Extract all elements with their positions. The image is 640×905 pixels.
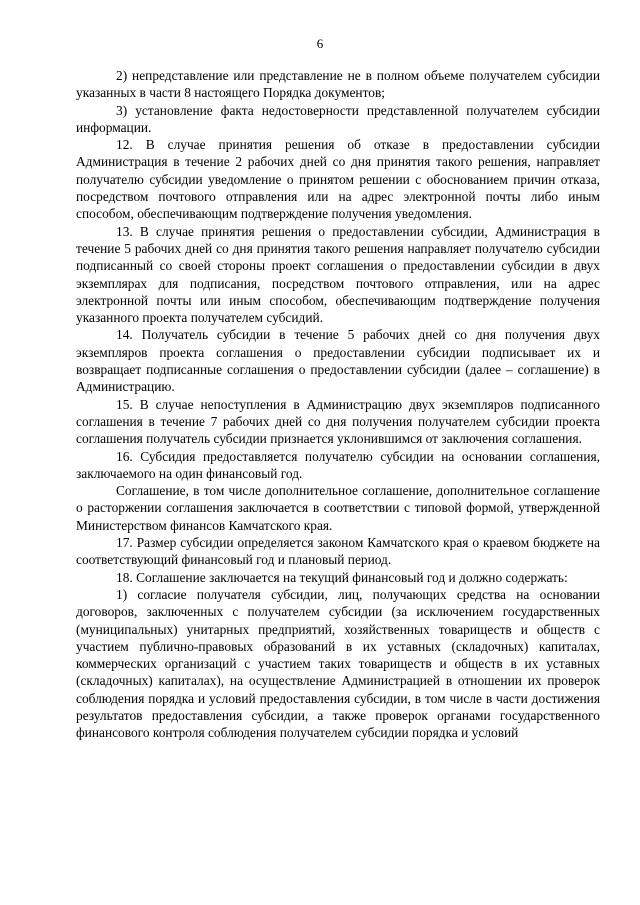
paragraph-16-agreement: Соглашение, в том числе дополнительное соглашение, дополнительное соглашение о расторжении соглашения заключается в соответствии с типовой формой, утвержденной Министерством финансов Камчатского края.: [76, 483, 600, 533]
paragraph-14: 14. Получатель субсидии в течение 5 рабочих дней со дня получения двух экземпляров проекта соглашения о предоставлении субсидии подписывает их и возвращает подписанные соглашения о предоставлении субсидии (далее – соглашение) в Администрацию.: [76, 327, 600, 395]
paragraph-12: 12. В случае принятия решения об отказе в предоставлении субсидии Администрация в течение 2 рабочих дней со дня принятия такого решения, направляет получателю субсидии уведомление о принятом решении с обоснованием причин отказа, посредством почтового отправления или на адрес электронной почты либо иным способом, обеспечивающим подтверждение получения уведомления.: [76, 137, 600, 222]
paragraph-18-item-1: 1) согласие получателя субсидии, лиц, получающих средства на основании договоров, заключенных с получателем субсидии (за исключением государственных (муниципальных) унитарных предприятий, хозяйственных товариществ и обществ с участием публично-правовых образований в их уставных (складочных) капиталах, коммерческих организаций с участием таких товариществ и обществ в их уставных (складочных) капиталах), на осуществление Администрацией в отношении их проверок соблюдения порядка и условий предоставления субсидии, в том числе в части достижения результатов предоставления субсидии, а также проверок органами государственного финансового контроля соблюдения получателем субсидии порядка и условий: [76, 586, 600, 741]
paragraph-13: 13. В случае принятия решения о предоставлении субсидии, Администрация в течение 5 рабочих дней со дня принятия такого решения направляет получателю субсидии подписанный со своей стороны проект соглашения о предоставлении субсидии в двух экземплярах для подписания, посредством почтового отправления, или на адрес электронной почты или иным способом, обеспечивающим подтверждение получения указанного проекта получателем субсидий.: [76, 223, 600, 326]
paragraph-17: 17. Размер субсидии определяется законом Камчатского края о краевом бюджете на соответствующий финансовый год и плановый период.: [76, 535, 600, 568]
paragraph-15: 15. В случае непоступления в Администрацию двух экземпляров подписанного соглашения в течение 7 рабочих дней со дня получения получателем субсидии проекта соглашения получатель субсидии признается уклонившимся от заключения соглашения.: [76, 396, 600, 447]
paragraph-16: 16. Субсидия предоставляется получателю субсидии на основании соглашения, заключаемого на один финансовый год.: [76, 448, 600, 481]
paragraph-item-3: 3) установление факта недостоверности представленной получателем субсидии информации.: [76, 102, 600, 135]
document-body: [76, 67, 600, 742]
paragraph-item-2: 2) непредставление или представление не в полном объеме получателем субсидии указанных в части 8 настоящего Порядка документов;: [76, 68, 600, 101]
page-number: 6: [316, 36, 324, 51]
paragraph-18: 18. Соглашение заключается на текущий финансовый год и должно содержать:: [116, 569, 568, 585]
